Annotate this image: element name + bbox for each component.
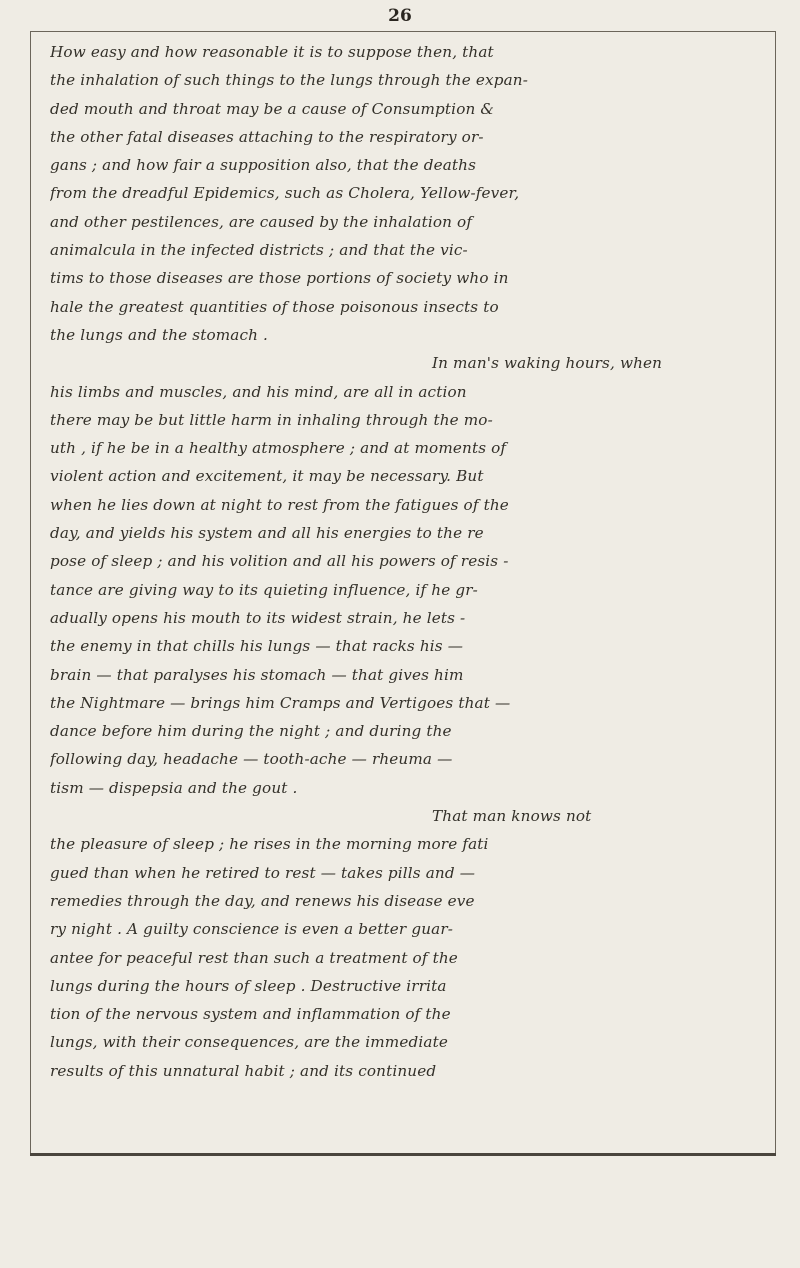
text-line: the pleasure of sleep ; he rises in the morning more fati <box>50 835 489 854</box>
text-line: dance before him during the night ; and during the <box>50 722 452 741</box>
text-line: his limbs and muscles, and his mind, are all in action <box>50 382 467 401</box>
bottom-rule <box>30 1153 776 1156</box>
paragraph-start-line: In man's waking hours, when <box>432 354 663 373</box>
text-line: tion of the nervous system and inflammation of the <box>50 1005 451 1024</box>
text-line: there may be but little harm in inhaling through the mo- <box>50 410 493 429</box>
manuscript-text <box>50 38 762 1085</box>
text-line: gued than when he retired to rest — takes pills and — <box>50 863 476 882</box>
text-line: when he lies down at night to rest from the fatigues of the <box>50 495 509 514</box>
text-line: lungs, with their consequences, are the immediate <box>50 1033 448 1052</box>
page-number: 26 <box>388 6 412 26</box>
paragraph-start-line: That man knows not <box>432 807 592 826</box>
text-line: hale the greatest quantities of those poisonous insects to <box>50 297 499 316</box>
text-line: antee for peaceful rest than such a treatment of the <box>50 948 458 967</box>
text-line: the inhalation of such things to the lungs through the expan- <box>50 71 528 90</box>
text-line: ded mouth and throat may be a cause of Consumption & <box>50 99 495 118</box>
text-line: ry night . A guilty conscience is even a better guar- <box>50 920 454 939</box>
text-line: tims to those diseases are those portions of society who in <box>50 269 509 288</box>
text-line: uth , if he be in a healthy atmosphere ; and at moments of <box>50 439 507 458</box>
text-line: tance are giving way to its quieting influence, if he gr- <box>50 580 478 599</box>
text-line: the enemy in that chills his lungs — that racks his — <box>50 637 464 656</box>
text-line: following day, headache — tooth-ache — rheuma — <box>50 750 453 769</box>
text-line: day, and yields his system and all his energies to the re <box>50 524 484 543</box>
text-line: gans ; and how fair a supposition also, that the deaths <box>50 156 477 175</box>
text-line: violent action and excitement, it may be necessary. But <box>50 467 484 486</box>
text-line: animalcula in the infected districts ; and that the vic- <box>50 241 468 260</box>
text-line: the lungs and the stomach . <box>50 325 269 344</box>
text-line: the other fatal diseases attaching to the respiratory or- <box>50 127 484 146</box>
text-line: pose of sleep ; and his volition and all his powers of resis - <box>50 552 509 571</box>
text-line: results of this unnatural habit ; and its continued <box>50 1061 437 1080</box>
text-line: adually opens his mouth to its widest strain, he lets - <box>50 608 466 627</box>
text-line: lungs during the hours of sleep . Destructive irrita <box>50 976 447 995</box>
text-line: tism — dispepsia and the gout . <box>50 778 298 797</box>
text-line: How easy and how reasonable it is to suppose then, that <box>50 43 494 61</box>
text-line: from the dreadful Epidemics, such as Cholera, Yellow-fever, <box>50 184 520 203</box>
text-line: brain — that paralyses his stomach — that gives him <box>50 665 464 684</box>
text-line: the Nightmare — brings him Cramps and Vertigoes that — <box>50 693 511 712</box>
text-line: and other pestilences, are caused by the inhalation of <box>50 212 473 231</box>
text-line: remedies through the day, and renews his disease eve <box>50 891 475 910</box>
